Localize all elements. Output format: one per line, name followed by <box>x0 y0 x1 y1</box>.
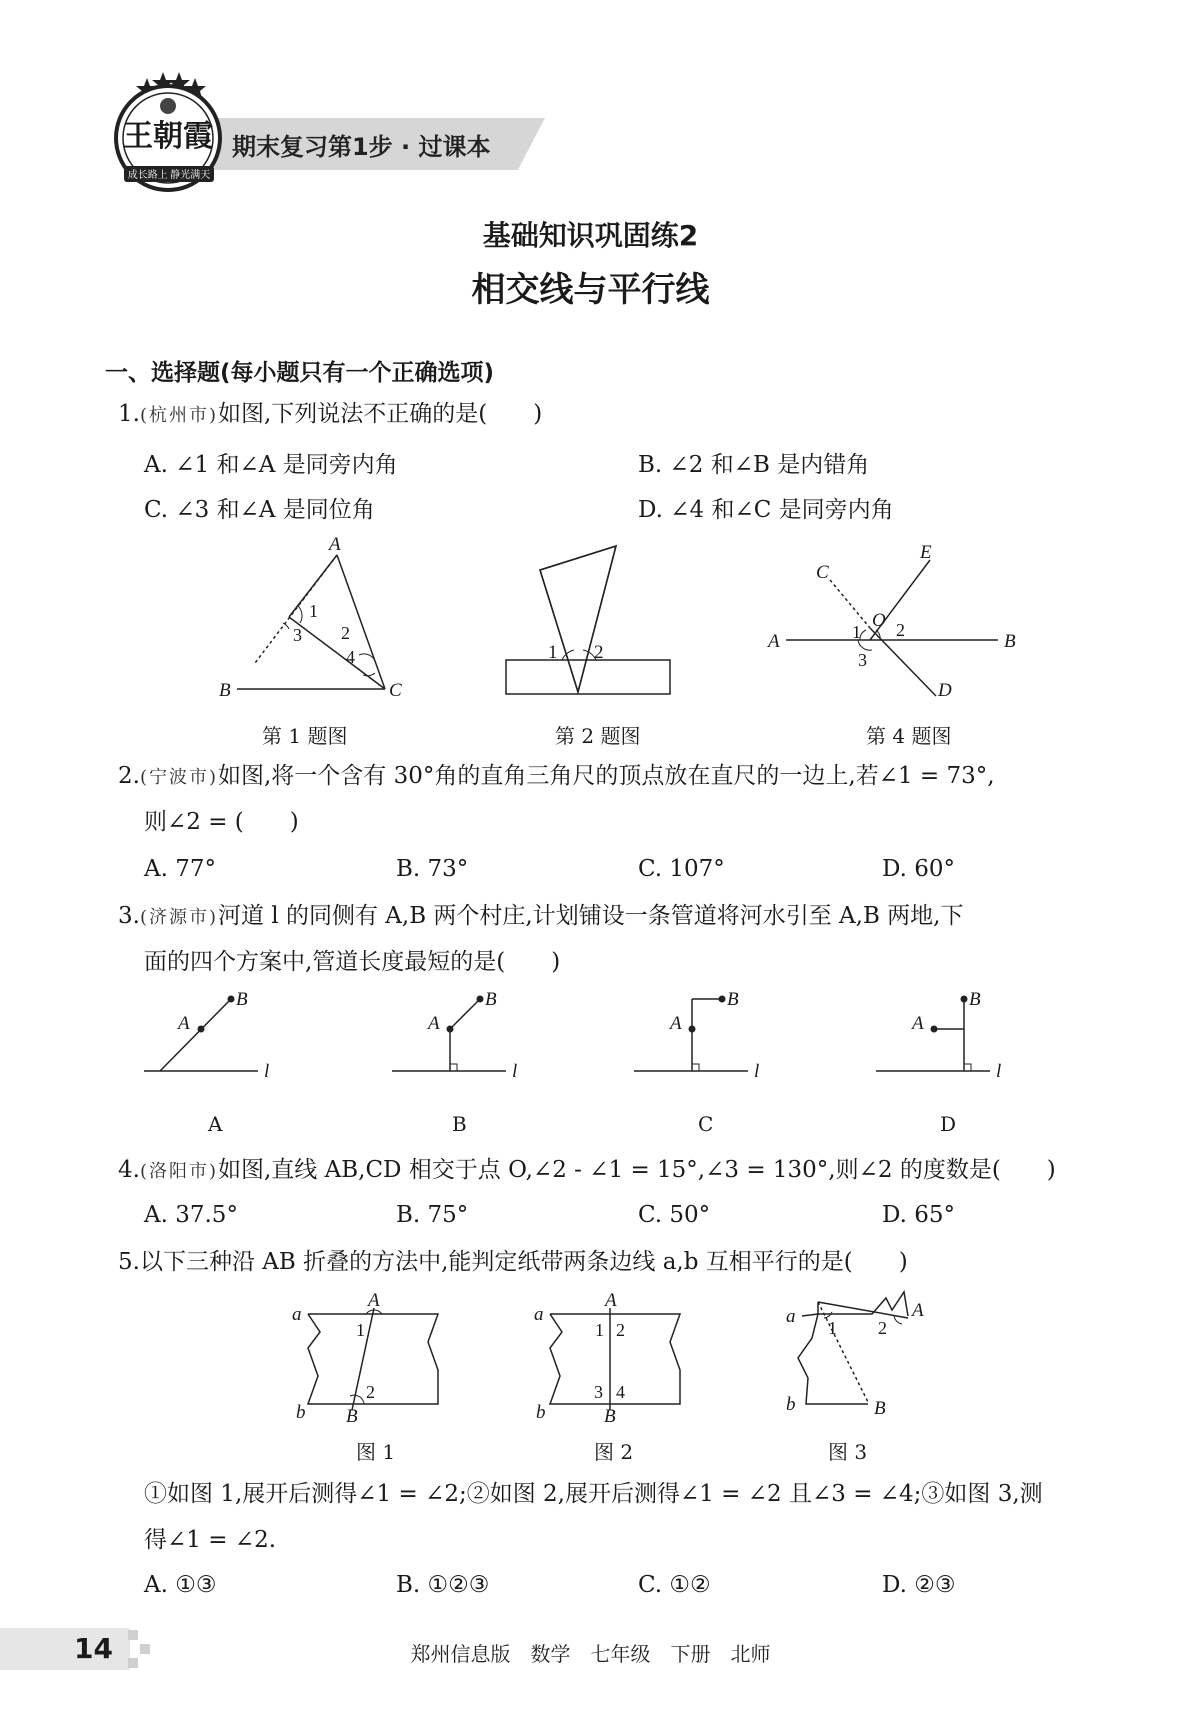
q5-text-2: 得∠1 = ∠2. <box>144 1527 277 1553</box>
q5-figure-2 <box>530 1292 695 1424</box>
q3a-label-l: l <box>264 1061 270 1082</box>
q5-number: 5. <box>118 1249 140 1275</box>
fig2-angle-2: 2 <box>594 642 604 663</box>
q3-stem-1: 河道 l 的同侧有 A,B 两个村庄,计划铺设一条管道将河水引至 A,B 两地,下 <box>218 903 964 929</box>
q3c-label-A: A <box>670 1013 682 1034</box>
fig4-label-O: O <box>872 610 886 631</box>
q3a-label-A: A <box>178 1013 190 1034</box>
q5f1-angle-1: 1 <box>356 1320 365 1340</box>
header-banner: 期末复习第1步 · 过课本 <box>232 133 491 161</box>
fig2-angle-1: 1 <box>548 642 558 663</box>
q5-figure-3 <box>782 1288 942 1424</box>
q4-option-c: C. 50° <box>638 1202 711 1228</box>
q5-option-b: B. ①②③ <box>396 1572 490 1598</box>
question-3 <box>118 902 964 932</box>
q5f3-angle-1: 1 <box>828 1318 837 1338</box>
figure-q2 <box>500 540 680 710</box>
q1-number: 1. <box>118 401 140 427</box>
q3b-label-l: l <box>512 1061 518 1082</box>
fig4-label-A: A <box>768 631 780 652</box>
q2-number: 2. <box>118 763 140 789</box>
q5f2-angle-4: 4 <box>616 1382 625 1402</box>
q5f1-label-a: a <box>292 1304 302 1325</box>
page-title: 相交线与平行线 <box>471 270 710 310</box>
q4-option-b: B. 75° <box>396 1202 469 1228</box>
q5f2-angle-1: 1 <box>595 1320 604 1340</box>
figure-q4 <box>760 540 1030 710</box>
q3-stem-2: 面的四个方案中,管道长度最短的是( ) <box>144 949 561 975</box>
q5-option-c: C. ①② <box>638 1572 711 1598</box>
q3b-label-A: A <box>428 1013 440 1034</box>
q2-option-a: A. 77° <box>144 856 216 882</box>
fig4-label-C: C <box>816 562 829 583</box>
q2-stem-1: 如图,将一个含有 30°角的直角三角尺的顶点放在直尺的一边上,若∠1 = 73°, <box>218 763 995 789</box>
footer-info: 郑州信息版 数学 七年级 下册 北师 <box>410 1642 771 1666</box>
q1-source: (杭州市) <box>139 405 218 426</box>
q5f1-label-A: A <box>368 1292 380 1311</box>
q2-option-c: C. 107° <box>638 856 725 882</box>
q1-option-b: B. ∠2 和∠B 是内错角 <box>638 452 870 478</box>
q5-figure-1 <box>288 1292 453 1424</box>
fig4-angle-1: 1 <box>852 622 861 642</box>
section-heading: 一、选择题(每小题只有一个正确选项) <box>105 360 495 386</box>
q3-caption-d: D <box>940 1112 957 1136</box>
q3-source: (济源市) <box>139 907 218 928</box>
fig1-label-A: A <box>329 535 341 555</box>
caption-q1: 第 1 题图 <box>262 724 348 748</box>
q5-option-a: A. ①③ <box>144 1572 217 1598</box>
fig1-angle-2: 2 <box>341 623 350 643</box>
q1-option-c: C. ∠3 和∠A 是同位角 <box>144 497 375 523</box>
fig1-label-C: C <box>389 680 402 701</box>
q3-figure-d <box>872 985 1012 1085</box>
q2-source: (宁波市) <box>139 767 218 788</box>
fig1-angle-4: 4 <box>346 647 355 667</box>
q5-caption-2: 图 2 <box>594 1440 634 1464</box>
q3c-label-l: l <box>754 1061 760 1082</box>
fig4-label-B: B <box>1004 631 1016 652</box>
q1-option-d: D. ∠4 和∠C 是同旁内角 <box>638 497 894 523</box>
fig4-angle-3: 3 <box>858 650 867 670</box>
caption-q4: 第 4 题图 <box>866 724 952 748</box>
q3c-label-B: B <box>727 989 739 1010</box>
q5-stem: 以下三种沿 AB 折叠的方法中,能判定纸带两条边线 a,b 互相平行的是( ) <box>139 1249 908 1275</box>
q5f2-angle-2: 2 <box>616 1320 625 1340</box>
question-4 <box>118 1156 1056 1186</box>
fig1-angle-1: 1 <box>309 601 318 621</box>
fig4-label-E: E <box>920 542 932 563</box>
q3b-label-B: B <box>485 989 497 1010</box>
figure-q1 <box>205 535 425 710</box>
q3-caption-a: A <box>208 1112 223 1136</box>
q5f3-label-b: b <box>786 1394 796 1415</box>
publisher-logo <box>110 70 226 200</box>
q3a-label-B: B <box>236 989 248 1010</box>
q5-option-d: D. ②③ <box>882 1572 956 1598</box>
q1-option-a: A. ∠1 和∠A 是同旁内角 <box>144 452 398 478</box>
fig4-angle-2: 2 <box>896 620 905 640</box>
q5-text-1: ①如图 1,展开后测得∠1 = ∠2;②如图 2,展开后测得∠1 = ∠2 且∠3 = ∠4;③如图 3,测 <box>144 1481 1043 1507</box>
q3-caption-b: B <box>452 1112 467 1136</box>
q5f2-label-A: A <box>605 1292 617 1311</box>
q5f1-label-b: b <box>296 1402 306 1423</box>
q4-option-d: D. 65° <box>882 1202 956 1228</box>
q5f1-label-B: B <box>346 1406 358 1424</box>
q3-figure-b <box>388 985 528 1085</box>
q3-caption-c: C <box>698 1112 714 1136</box>
logo-text: 王朝霞 <box>123 120 213 153</box>
q5f1-angle-2: 2 <box>366 1382 375 1402</box>
fig1-angle-3: 3 <box>293 625 302 645</box>
q3-number: 3. <box>118 903 140 929</box>
q2-stem-2: 则∠2 = ( ) <box>144 809 299 835</box>
q5f2-label-a: a <box>534 1304 544 1325</box>
q2-option-d: D. 60° <box>882 856 956 882</box>
question-2 <box>118 762 995 792</box>
q3d-label-l: l <box>996 1061 1002 1082</box>
q5f3-label-B: B <box>874 1398 886 1419</box>
fig4-label-D: D <box>938 680 952 701</box>
q5f2-angle-3: 3 <box>594 1382 603 1402</box>
q3d-label-A: A <box>912 1013 924 1034</box>
q2-option-b: B. 73° <box>396 856 469 882</box>
q5f2-label-B: B <box>604 1406 616 1424</box>
q1-stem: 如图,下列说法不正确的是( ) <box>218 401 543 427</box>
q3-figure-a <box>140 985 280 1085</box>
q4-stem: 如图,直线 AB,CD 相交于点 O,∠2 - ∠1 = 15°,∠3 = 130°,则∠2 的度数是( ) <box>218 1157 1056 1183</box>
q4-source: (洛阳市) <box>139 1161 218 1182</box>
q5f3-label-A: A <box>912 1300 924 1321</box>
q3d-label-B: B <box>969 989 981 1010</box>
q5-caption-1: 图 1 <box>356 1440 396 1464</box>
fig1-label-B: B <box>219 680 231 701</box>
title-line1: 基础知识巩固练2 <box>482 219 699 252</box>
caption-q2: 第 2 题图 <box>555 724 641 748</box>
q5f3-angle-2: 2 <box>878 1318 887 1338</box>
q4-number: 4. <box>118 1157 140 1183</box>
q5-caption-3: 图 3 <box>828 1440 868 1464</box>
q4-option-a: A. 37.5° <box>144 1202 238 1228</box>
q5f3-label-a: a <box>786 1306 796 1327</box>
q5f2-label-b: b <box>536 1402 546 1423</box>
question-1 <box>118 400 542 430</box>
q3-figure-c <box>630 985 770 1085</box>
logo-slogan: 成长路上 静光满天 <box>127 170 211 181</box>
question-5 <box>118 1248 908 1276</box>
page-number: 14 <box>74 1632 113 1665</box>
